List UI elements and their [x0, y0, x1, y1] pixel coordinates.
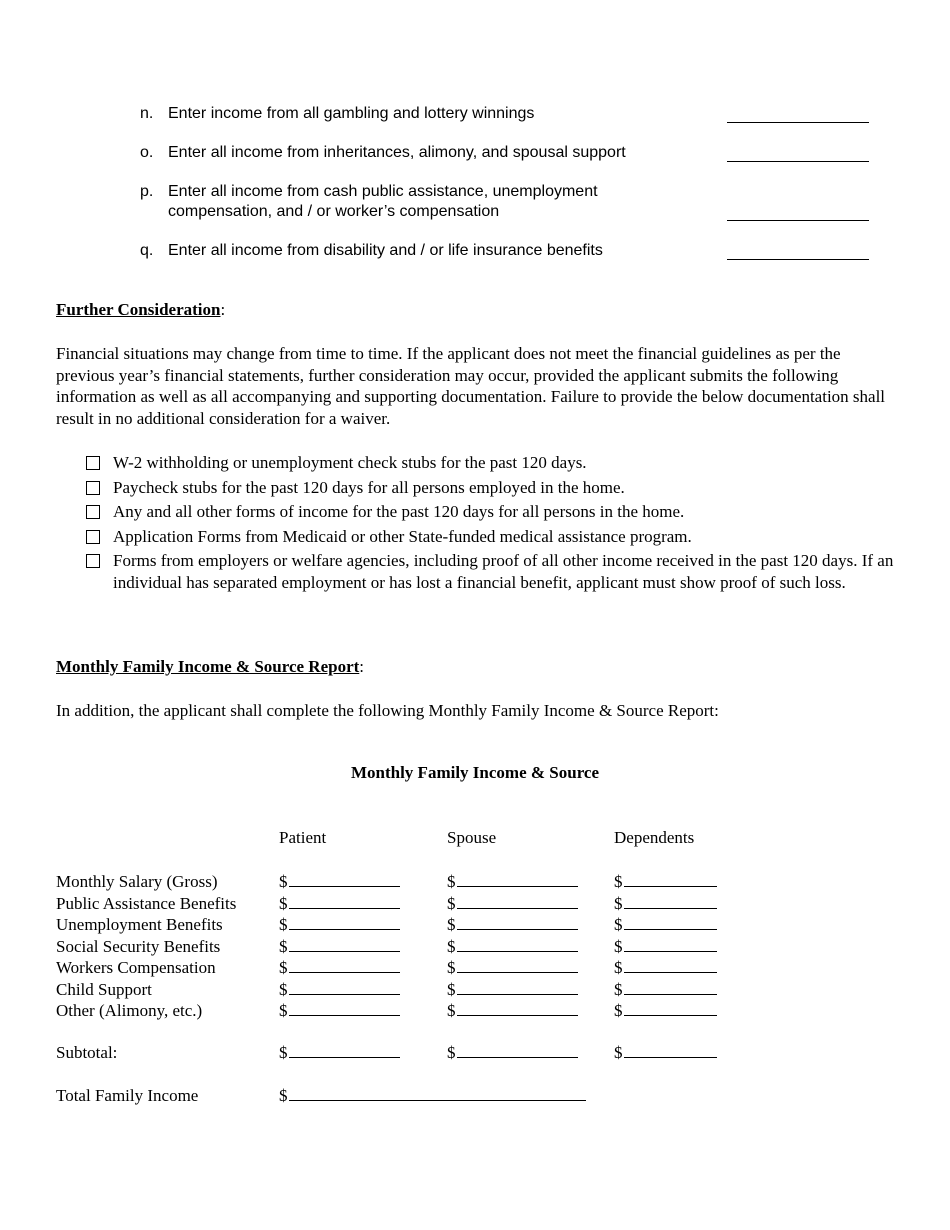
checklist-text: W-2 withholding or unemployment check stubs for the past 120 days.: [113, 453, 587, 472]
income-field-spouse[interactable]: [447, 893, 578, 915]
income-item-o: [140, 143, 870, 165]
income-row-label: Monthly Salary (Gross): [56, 872, 218, 891]
currency-sign: $: [614, 936, 623, 956]
subtotal-label: Subtotal:: [56, 1043, 118, 1062]
income-field-dependents[interactable]: [614, 893, 717, 915]
checklist-text: Any and all other forms of income for the past 120 days for all persons in the home.: [113, 502, 685, 521]
income-report-intro: In addition, the applicant shall complete the following Monthly Family Income & Source Report:: [56, 701, 719, 720]
currency-sign: $: [614, 958, 623, 977]
income-field-dependents[interactable]: [614, 1000, 717, 1022]
heading-colon: :: [359, 657, 365, 676]
currency-sign: $: [614, 979, 623, 999]
income-field-dependents[interactable]: [614, 979, 717, 1001]
currency-sign: $: [614, 1001, 623, 1020]
item-text: Enter all income from cash public assistance, unemployment compensation, and / or worker’s compensation: [168, 183, 598, 220]
currency-sign: $: [447, 872, 456, 891]
currency-sign: $: [447, 915, 456, 934]
income-field-patient[interactable]: [279, 871, 400, 893]
income-row-label: Other (Alimony, etc.): [56, 1001, 203, 1020]
currency-sign: $: [614, 893, 623, 913]
currency-sign: $: [447, 893, 456, 913]
heading-text: Further Consideration: [56, 300, 221, 319]
income-field-dependents[interactable]: [614, 936, 717, 958]
document-checklist: [86, 452, 896, 596]
income-row-label: Social Security Benefits: [56, 936, 221, 956]
checklist-item: [86, 501, 896, 523]
currency-sign: $: [279, 936, 288, 956]
column-header-spouse: Spouse: [447, 828, 497, 847]
checklist-item: [86, 526, 896, 548]
currency-sign: $: [447, 958, 456, 977]
currency-sign: $: [279, 979, 288, 999]
item-text: Enter income from all gambling and lottery winnings: [168, 105, 535, 122]
income-field-patient[interactable]: [279, 936, 400, 958]
income-field-dependents[interactable]: [614, 871, 717, 893]
income-blank-o[interactable]: [727, 161, 869, 162]
income-row-label: Workers Compensation: [56, 958, 216, 977]
column-header-dependents: Dependents: [614, 828, 695, 847]
income-field-patient[interactable]: [279, 914, 400, 936]
income-row-label: Child Support: [56, 979, 152, 999]
checkbox[interactable]: [86, 530, 100, 544]
income-report-heading: [56, 657, 364, 677]
currency-sign: $: [614, 1043, 623, 1062]
checkbox[interactable]: [86, 554, 100, 568]
checklist-item: [86, 550, 896, 593]
item-letter: q.: [140, 242, 154, 259]
heading-colon: :: [220, 300, 226, 319]
income-field-spouse[interactable]: [447, 914, 578, 936]
currency-sign: $: [279, 893, 288, 913]
income-row-label: Public Assistance Benefits: [56, 893, 237, 913]
income-field-patient[interactable]: [279, 979, 400, 1001]
currency-sign: $: [447, 936, 456, 956]
checklist-item: [86, 452, 896, 474]
item-text: Enter all income from disability and / or life insurance benefits: [168, 242, 603, 259]
currency-sign: $: [279, 915, 288, 934]
checkbox[interactable]: [86, 456, 100, 470]
income-field-spouse[interactable]: [447, 936, 578, 958]
currency-sign: $: [279, 958, 288, 977]
currency-sign: $: [447, 1001, 456, 1020]
subtotal-patient-field[interactable]: [279, 1042, 400, 1064]
further-consideration-paragraph: Financial situations may change from time to time. If the applicant does not meet the financial guidelines as per the previous year’s financial statements, further consideration may occur, provided the applicant submits the following information as well as all accompanying and supporting documentation. Failure to provide the below documentation shall result in no additional consideration for a waiver.: [56, 344, 886, 428]
total-family-income-field[interactable]: [279, 1085, 586, 1107]
checkbox[interactable]: [86, 505, 100, 519]
currency-sign: $: [279, 872, 288, 891]
column-header-patient: Patient: [279, 828, 327, 847]
income-row-label: Unemployment Benefits: [56, 915, 223, 934]
income-field-dependents[interactable]: [614, 914, 717, 936]
income-field-patient[interactable]: [279, 1000, 400, 1022]
currency-sign: $: [279, 1001, 288, 1020]
income-blank-q[interactable]: [727, 259, 869, 260]
income-table-title: Monthly Family Income & Source: [350, 763, 600, 782]
currency-sign: $: [614, 872, 623, 891]
income-blank-p[interactable]: [727, 220, 869, 221]
income-field-spouse[interactable]: [447, 871, 578, 893]
item-letter: p.: [140, 183, 154, 200]
further-consideration-heading: [56, 300, 225, 320]
income-field-patient[interactable]: [279, 957, 400, 979]
item-letter: n.: [140, 105, 154, 122]
subtotal-spouse-field[interactable]: [447, 1042, 578, 1064]
currency-sign: $: [279, 1086, 288, 1105]
heading-text: Monthly Family Income & Source Report: [56, 657, 360, 676]
checklist-item: [86, 477, 896, 499]
income-field-spouse[interactable]: [447, 957, 578, 979]
subtotal-dependents-field[interactable]: [614, 1042, 717, 1064]
item-letter: o.: [140, 144, 154, 161]
income-field-spouse[interactable]: [447, 1000, 578, 1022]
currency-sign: $: [447, 1043, 456, 1062]
currency-sign: $: [614, 915, 623, 934]
checkbox[interactable]: [86, 481, 100, 495]
income-field-patient[interactable]: [279, 893, 400, 915]
checklist-text: Application Forms from Medicaid or other State-funded medical assistance program.: [113, 526, 692, 546]
currency-sign: $: [447, 979, 456, 999]
income-blank-n[interactable]: [727, 122, 869, 123]
income-field-spouse[interactable]: [447, 979, 578, 1001]
item-text: Enter all income from inheritances, alimony, and spousal support: [168, 144, 626, 161]
currency-sign: $: [279, 1043, 288, 1062]
income-item-q: [140, 241, 870, 263]
income-item-p: [140, 182, 870, 224]
checklist-text: Paycheck stubs for the past 120 days for all persons employed in the home.: [113, 477, 625, 497]
total-family-income-label: Total Family Income: [56, 1086, 199, 1105]
checklist-text: Forms from employers or welfare agencies, including proof of all other income received in the past 120 days. If an individual has separated employment or has lost a financial benefit, applicant must show proof of such loss.: [113, 551, 894, 592]
income-field-dependents[interactable]: [614, 957, 717, 979]
income-item-n: [140, 104, 870, 126]
